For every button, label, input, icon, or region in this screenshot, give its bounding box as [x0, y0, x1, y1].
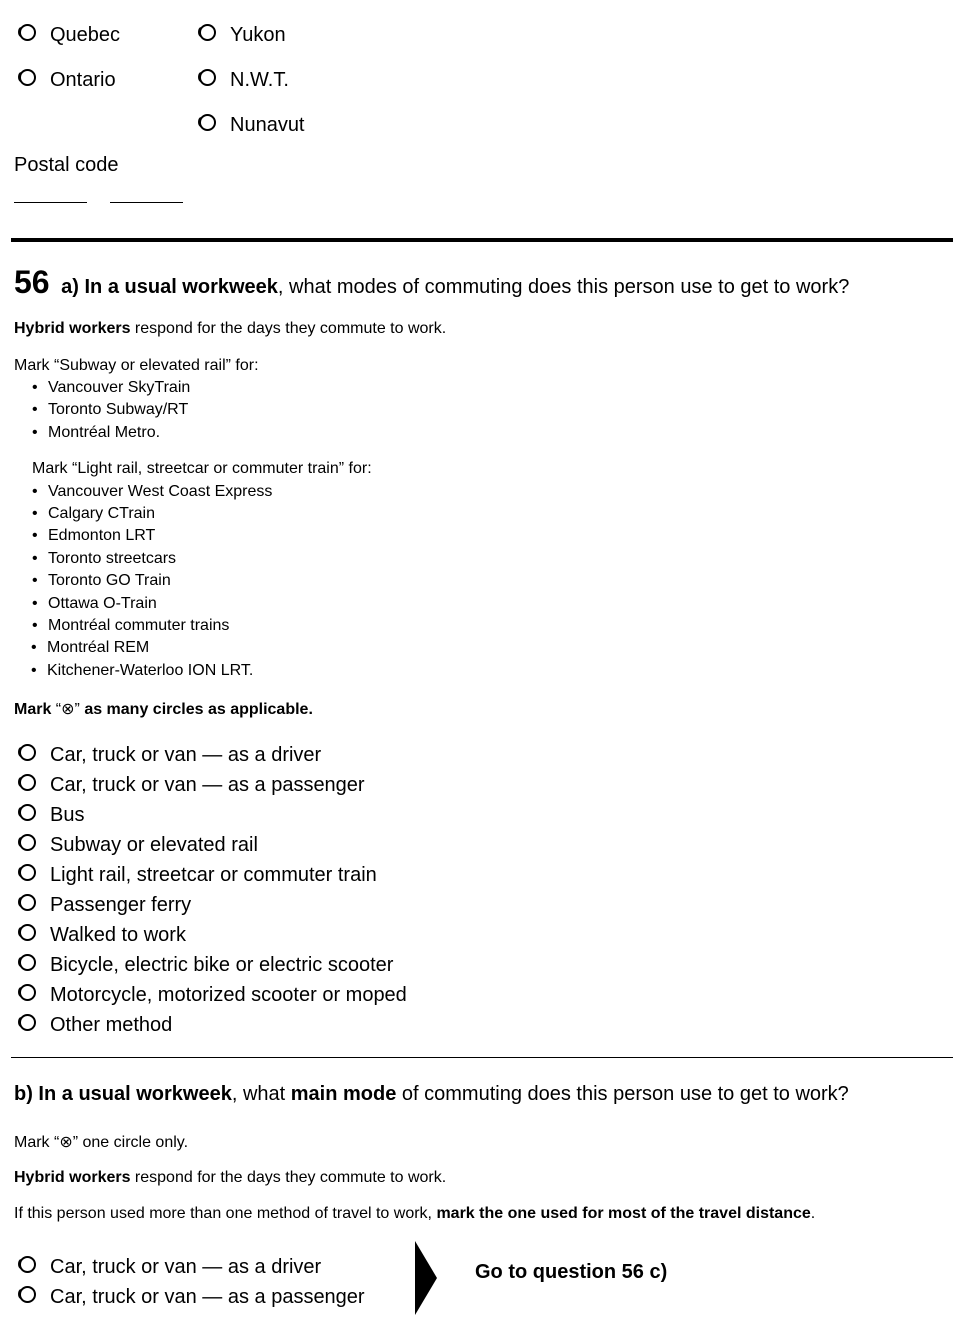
lightrail-item: • Edmonton LRT	[48, 527, 155, 545]
option-nwt: N.W.T.	[230, 69, 289, 91]
option-passenger: Car, truck or van — as a passenger	[50, 774, 365, 796]
checkbox-bus[interactable]	[19, 804, 36, 821]
question-56b-heading	[14, 1083, 849, 1106]
radio-yukon[interactable]	[199, 24, 216, 41]
checkbox-subway[interactable]	[19, 834, 36, 851]
hybrid-rest: respond for the days they commute to work.	[130, 320, 447, 337]
question-prefix: a)	[61, 276, 85, 298]
checkbox-driver[interactable]	[19, 744, 36, 761]
radio-nunavut[interactable]	[199, 114, 216, 131]
q56b-hybrid-rest: respond for the days they commute to work.	[130, 1169, 447, 1186]
radio-quebec[interactable]	[19, 24, 36, 41]
distance-bold: mark the one used for most of the travel distance	[436, 1205, 811, 1222]
checkbox-bicycle[interactable]	[19, 954, 36, 971]
mark-bold-2: as many circles as applicable.	[84, 701, 313, 718]
radio-main-passenger[interactable]	[19, 1286, 36, 1303]
option-quebec: Quebec	[50, 24, 121, 46]
postal-code-field-1[interactable]	[14, 202, 87, 203]
option-bicycle: Bicycle, electric bike or electric scooter	[50, 954, 394, 976]
q56b-bold-lead: b) In a usual workweek	[14, 1083, 232, 1105]
option-other: Other method	[50, 1014, 173, 1036]
option-motorcycle: Motorcycle, motorized scooter or moped	[50, 984, 407, 1006]
option-yukon: Yukon	[230, 24, 286, 46]
q56b-hybrid-bold: Hybrid workers	[14, 1169, 131, 1186]
hybrid-bold: Hybrid workers	[14, 320, 131, 337]
checkbox-passenger[interactable]	[19, 774, 36, 791]
lightrail-item: • Calgary CTrain	[48, 505, 155, 523]
lightrail-item: • Toronto GO Train	[48, 572, 171, 590]
question-rest: , what modes of commuting does this person use to get to work?	[277, 276, 850, 298]
radio-main-driver[interactable]	[19, 1256, 36, 1273]
distance-post: .	[810, 1205, 816, 1222]
q56b-distance-note	[14, 1205, 815, 1223]
option-light-rail: Light rail, streetcar or commuter train	[50, 864, 377, 886]
subway-item: • Vancouver SkyTrain	[48, 379, 190, 397]
question-number: 56	[14, 264, 50, 300]
arrow-icon	[415, 1241, 439, 1315]
lightrail-item: • Montréal commuter trains	[48, 617, 229, 635]
lightrail-heading: Mark “Light rail, streetcar or commuter train” for:	[32, 460, 372, 477]
checkbox-other[interactable]	[19, 1014, 36, 1031]
radio-nwt[interactable]	[199, 69, 216, 86]
subway-item: • Toronto Subway/RT	[48, 401, 188, 419]
goto-instruction: Go to question 56 c)	[475, 1261, 668, 1283]
mark-instruction	[14, 699, 313, 719]
lightrail-item: • Vancouver West Coast Express	[48, 483, 272, 501]
option-walked: Walked to work	[50, 924, 186, 946]
question-56a-heading	[14, 264, 849, 301]
subway-heading: Mark “Subway or elevated rail” for:	[14, 357, 259, 374]
option-main-driver: Car, truck or van — as a driver	[50, 1256, 322, 1278]
checkbox-walked[interactable]	[19, 924, 36, 941]
option-ontario: Ontario	[50, 69, 116, 91]
option-subway: Subway or elevated rail	[50, 834, 258, 856]
postal-code-field-2[interactable]	[110, 202, 183, 203]
q56b-hybrid-note	[14, 1169, 446, 1187]
q56b-rest: of commuting does this person use to get to work?	[396, 1083, 849, 1105]
lightrail-item: • Ottawa O-Train	[48, 595, 157, 613]
checkbox-ferry[interactable]	[19, 894, 36, 911]
checkbox-light-rail[interactable]	[19, 864, 36, 881]
option-ferry: Passenger ferry	[50, 894, 192, 916]
q56b-mid: , what	[231, 1083, 291, 1105]
option-bus: Bus	[50, 804, 85, 826]
q56b-mark-instruction: Mark “⊗” one circle only.	[14, 1134, 189, 1151]
q56b-bold-main: main mode	[290, 1083, 397, 1105]
mark-symbol: “⊗”	[51, 701, 85, 718]
section-divider-thin	[11, 1057, 953, 1058]
question-bold-lead: In a usual workweek	[84, 276, 278, 298]
lightrail-item: • Toronto streetcars	[48, 550, 176, 568]
lightrail-item: • Kitchener-Waterloo ION LRT.	[47, 662, 253, 680]
mark-bold-1: Mark	[14, 701, 52, 718]
distance-pre: If this person used more than one method of travel to work,	[14, 1205, 437, 1222]
option-nunavut: Nunavut	[230, 114, 305, 136]
postal-code-label: Postal code	[14, 154, 119, 176]
lightrail-item: • Montréal REM	[47, 639, 149, 657]
hybrid-note	[14, 320, 446, 338]
subway-item: • Montréal Metro.	[48, 424, 160, 442]
section-divider-thick	[11, 238, 953, 242]
radio-ontario[interactable]	[19, 69, 36, 86]
checkbox-motorcycle[interactable]	[19, 984, 36, 1001]
option-driver: Car, truck or van — as a driver	[50, 744, 322, 766]
option-main-passenger: Car, truck or van — as a passenger	[50, 1286, 365, 1308]
